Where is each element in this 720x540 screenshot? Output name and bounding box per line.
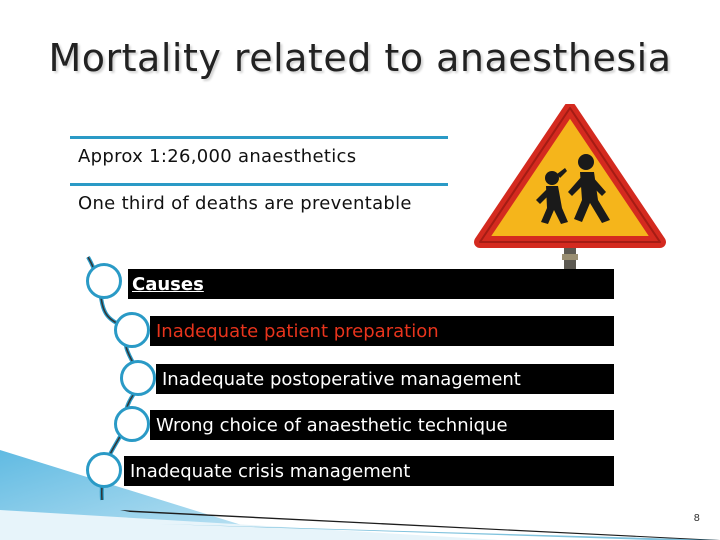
cause-item [124,456,614,486]
bullet-rule [70,183,448,186]
cause-item-label: Inadequate crisis management [130,460,411,482]
list-marker-circle [114,406,150,442]
list-marker-circle [120,360,156,396]
list-marker-circle [86,452,122,488]
causes-heading-bar [128,269,614,299]
cause-item-label: Inadequate patient preparation [156,320,439,342]
slide-title: Mortality related to anaesthesia [48,36,672,80]
bullet-incidence: Approx 1:26,000 anaesthetics [78,146,357,167]
bullet-rule [70,136,448,139]
bullet-preventable: One third of deaths are preventable [78,193,412,214]
cause-item-label: Inadequate postoperative management [162,368,521,390]
list-marker-circle [86,263,122,299]
cause-item [156,364,614,394]
children-crossing-warning-sign [468,104,668,270]
cause-item-label: Wrong choice of anaesthetic technique [156,414,508,436]
cause-item [150,410,614,440]
page-number: 8 [693,513,700,524]
list-marker-circle [114,312,150,348]
cause-item [150,316,614,346]
causes-heading: Causes [132,273,204,295]
